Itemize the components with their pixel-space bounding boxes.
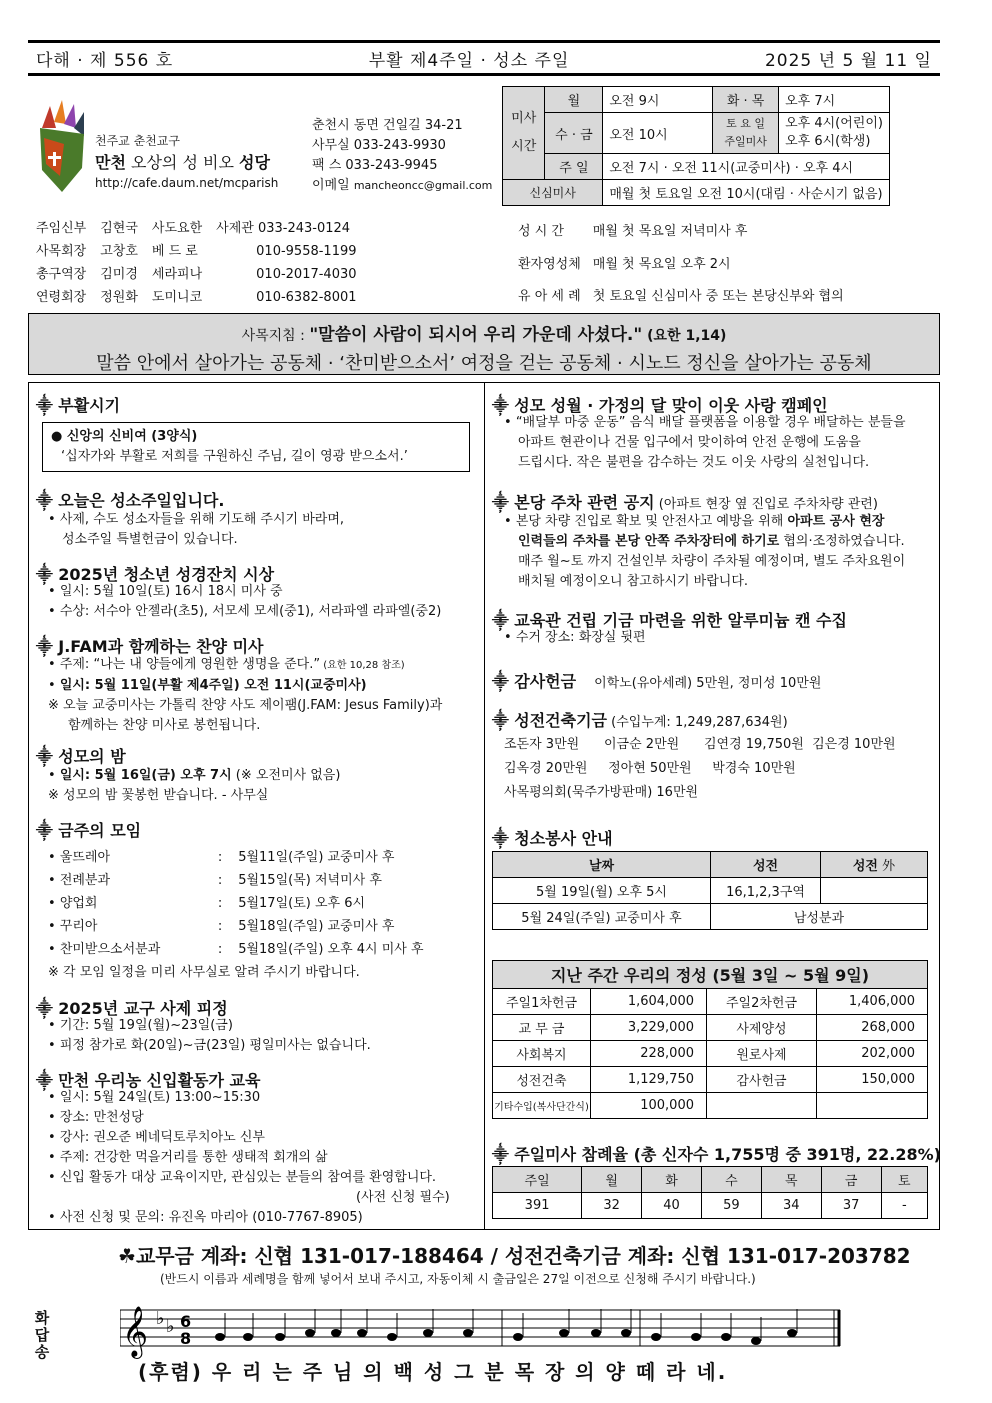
column-divider <box>484 382 485 1230</box>
section-title: ⸎ 주일미사 참례율 (총 신자수 1,755명 중 391명, 22.28%) <box>492 1145 941 1164</box>
table-row: 5월 24일(주일) 교중미사 후 남성분과 <box>493 904 928 930</box>
table-row: 기타수입(복사단간식) 100,000 <box>493 1093 928 1119</box>
note-head <box>621 1329 631 1337</box>
section-title: ⸎ 부활시기 <box>36 396 121 415</box>
issue-header <box>28 40 940 76</box>
day-cell: 신심미사 <box>503 180 603 206</box>
note-head <box>357 1329 367 1337</box>
table-row: 교 무 금 3,229,000 사제양성 268,000 <box>493 1015 928 1041</box>
acclamation-box: ● 신앙의 신비여 (3양식) ‘십자가와 부활로 저희를 구원하신 주님, 길이 영광 받으소서.’ <box>42 422 470 472</box>
attendance-table: 주일 월 화 수 목 금 토 391 32 40 59 34 37 - <box>492 1166 928 1219</box>
staff-row: 총구역장 김미경 세라피나 010-2017-4030 <box>36 267 357 282</box>
staff-row: 연령회장 정원화 도미니코 010-6382-8001 <box>36 290 357 305</box>
sacrament-schedule <box>516 216 856 308</box>
list-item: • 울뜨레아 : 5월11일(주일) 교중미사 후 <box>48 850 395 865</box>
office-phone: 사무실 033-243-9930 <box>312 138 446 153</box>
note-head <box>787 1329 797 1337</box>
refrain-lyrics: (후렴) 우 리 는 주 님 의 백 성 그 분 목 장 의 양 떼 라 네. <box>138 1360 728 1384</box>
staff-row: 주임신부 김현국 사도요한 사제관 033-243-0124 <box>36 221 351 236</box>
note-head <box>651 1333 661 1341</box>
account-info: ☘교무금 계좌: 신협 131-017-188464 / 성전건축기금 계좌: 신협 131-017-203782 <box>118 1244 911 1268</box>
time-cell: 오전 9시 <box>603 87 713 113</box>
fax-number: 팩 스 033-243-9945 <box>312 158 438 173</box>
pastoral-motto: 사목지침 : "말씀이 사람이 되시어 우리 가운데 사셨다." (요한 1,14) 말씀 안에서 살아가는 공동체 · ‘찬미받으소서’ 여정을 걷는 공동체 · 시노드 정신을 살아가는 공동체 <box>28 313 940 375</box>
note-head <box>331 1329 341 1337</box>
note-head <box>305 1329 315 1337</box>
section-title: ⸎ 만천 우리농 신입활동가 교육 <box>36 1071 261 1090</box>
table-row: 성전건축 1,129,750 감사헌금 150,000 <box>493 1067 928 1093</box>
music-staff <box>120 1298 842 1360</box>
time-cell: 오전 7시 · 오전 11시(교중미사) · 오후 4시 <box>603 154 890 180</box>
parish-url[interactable]: http://cafe.daum.net/mcparish <box>95 176 279 190</box>
staff-table <box>34 216 371 310</box>
time-cell: 오후 4시(어린이) 오후 6시(학생) <box>779 113 890 154</box>
sched-row: 성 시 간 매월 첫 목요일 저녁미사 후 <box>518 224 748 239</box>
list-item: • 양업회 : 5월17일(토) 오후 6시 <box>48 896 366 911</box>
section-title: ⸎ J.FAM과 함께하는 찬양 미사 <box>36 637 264 656</box>
note-head <box>721 1333 731 1341</box>
liturgical-day: 부활 제4주일 · 성소 주일 <box>368 50 570 71</box>
note-head <box>387 1333 397 1341</box>
time-cell: 매월 첫 토요일 오전 10시(대림 · 사순시기 없음) <box>603 180 890 206</box>
time-signature-top: 6 <box>180 1312 192 1331</box>
account-note: (반드시 이름과 세례명을 함께 넣어서 보내 주시고, 자동이체 시 출금일은 27일 이전으로 신청해 주시기 바랍니다.) <box>160 1272 756 1286</box>
parish-logo <box>36 98 88 194</box>
day-cell: 월 <box>545 87 603 113</box>
day-cell: 화 · 목 <box>713 87 779 113</box>
header-cell: 성전 外 <box>821 852 928 878</box>
time-cell: 오후 7시 <box>779 87 890 113</box>
treble-clef-icon: 𝄞 <box>122 1306 149 1357</box>
section-title: ⸎ 청소봉사 안내 <box>492 829 613 848</box>
section-title: ⸎ 성모의 밤 <box>36 747 126 766</box>
issue-date: 2025 년 5 월 11 일 <box>764 50 932 71</box>
time-cell: 오전 10시 <box>603 113 713 154</box>
mass-schedule-table <box>502 86 890 206</box>
sched-row: 환자영성체 매월 첫 목요일 오후 2시 <box>518 256 731 272</box>
list-item: • 전례분과 : 5월15일(목) 저녁미사 후 <box>48 873 382 888</box>
responsorial-label: 화답송 <box>34 1309 50 1361</box>
section-title: ⸎ 오늘은 성소주일입니다. <box>36 491 225 510</box>
section-title: ⸎ 교육관 건립 기금 마련을 위한 알루미늄 캔 수집 <box>492 611 847 630</box>
meeting-list: • 울뜨레아 : 5월11일(주일) 교중미사 후 • 전례분과 : 5월15일(목) 저녁미사 후 • 양업회 : 5월17일(토) 오후 6시 • 꾸리아 : 5월18일(주일) 교중미사 후 • 찬미받으소서분과 : 5월18일(주일) 오후 4시 미사 후 ※ 각 모임 일정을 미리 사무실로 알려 주시기 바랍니다. <box>48 846 424 984</box>
table-row: 5월 19일(월) 오후 5시 16,1,2,3구역 <box>493 878 928 904</box>
sched-row: 유 아 세 례 첫 토요일 신심미사 중 또는 본당신부와 협의 <box>518 289 844 304</box>
section-title: ⸎ 2025년 교구 사제 피정 <box>36 999 228 1018</box>
staff-row: 사목회장 고창호 베 드 로 010-9558-1199 <box>36 244 357 259</box>
time-signature-bottom: 8 <box>180 1329 192 1348</box>
email-line: 이메일 mancheoncc@gmail.com <box>312 178 493 193</box>
email-address[interactable]: mancheoncc@gmail.com <box>353 179 493 192</box>
table-row: 사회복지 228,000 원로사제 202,000 <box>493 1041 928 1067</box>
mass-time-label: 미사 시간 <box>503 87 545 180</box>
note-head <box>243 1333 253 1341</box>
note-head <box>559 1329 569 1337</box>
table-row: 주일1차헌금 1,604,000 주일2차헌금 1,406,000 <box>493 989 928 1015</box>
day-cell: 주 일 <box>545 154 603 180</box>
section-title: ⸎ 성전건축기금 (수입누계: 1,249,287,634원) <box>492 711 788 730</box>
note-heads <box>215 1309 797 1345</box>
note-head <box>513 1333 523 1341</box>
flat-icon: ♭ <box>166 1316 175 1337</box>
list-item: • 찬미받으소서분과 : 5월18일(주일) 오후 4시 미사 후 <box>48 942 424 957</box>
flat-icon: ♭ <box>156 1308 165 1329</box>
note-head <box>751 1337 761 1345</box>
section-title: ⸎ 2025년 청소년 성경잔치 시상 <box>36 565 275 584</box>
section-title: ⸎ 금주의 모임 <box>36 821 142 840</box>
parish-name: 만천 오상의 성 비오 성당 <box>95 153 270 172</box>
day-cell: 수 · 금 <box>545 113 603 154</box>
cleaning-table: 날짜 성전 성전 外 5월 19일(월) 오후 5시 16,1,2,3구역 5월 24일(주일) 교중미사 후 남성분과 <box>492 851 928 930</box>
issue-number: 다해 · 제 556 호 <box>36 50 174 71</box>
address: 춘천시 동면 건일길 34-21 <box>312 118 463 133</box>
offering-table: 지난 주간 우리의 정성 (5월 3일 ~ 5월 9일) 주일1차헌금 1,604,000 주일2차헌금 1,406,000 교 무 금 3,229,000 사제양성 268,000 사회복지 228,000 원로사제 202,000 성전건축 1,129,750 감사헌금 150,000 기타수입(복사단간식) 100,000 <box>492 960 928 1119</box>
list-item: • 꾸리아 : 5월18일(주일) 교중미사 후 <box>48 919 395 934</box>
section-title: ⸎ 본당 주차 관련 공지 (아파트 현장 옆 진입로 주차차량 관련) <box>492 493 878 512</box>
clover-icon: ☘ <box>118 1244 136 1268</box>
note-head <box>691 1333 701 1341</box>
note-head <box>463 1329 473 1337</box>
note-head <box>591 1329 601 1337</box>
section-title: ⸎ 감사헌금 이학노(유아세례) 5만원, 정미성 10만원 <box>492 672 822 691</box>
contact-block <box>312 116 492 196</box>
note-head <box>215 1333 225 1341</box>
day-cell: 토 요 일 주일미사 <box>713 113 779 154</box>
section-title: ⸎ 성모 성월 · 가정의 달 맞이 이웃 사랑 캠페인 <box>492 396 828 415</box>
table-row: 391 32 40 59 34 37 - <box>493 1193 928 1219</box>
note-head <box>423 1329 433 1337</box>
note-head <box>275 1333 285 1341</box>
diocese-name: 천주교 춘천교구 <box>95 134 180 148</box>
